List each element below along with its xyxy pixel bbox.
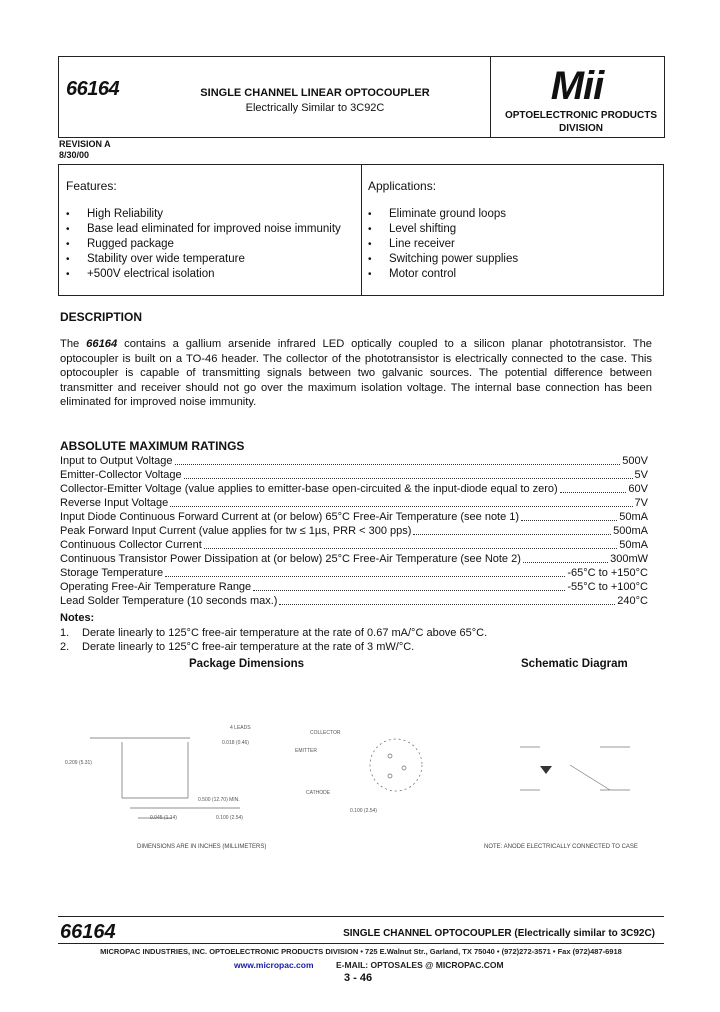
rating-label: Collector-Emitter Voltage (value applies to emitter-base open-circuited & the input-diode equal to zero) (60, 483, 558, 495)
note-text: Derate linearly to 125°C free-air temperature at the rate of 0.67 mA/°C above 65°C. (82, 627, 488, 639)
features-divider (361, 164, 362, 296)
dot-leader (253, 580, 565, 591)
header-divider (490, 56, 491, 138)
feature-item: • +500V electrical isolation (66, 267, 356, 282)
dim-label: CATHODE (306, 790, 331, 796)
note-number: 2. (60, 641, 70, 653)
ratings-heading: ABSOLUTE MAXIMUM RATINGS (60, 439, 245, 453)
dot-leader (184, 468, 633, 479)
package-dimensions-title: Package Dimensions (189, 658, 305, 670)
application-item: • Line receiver (368, 237, 658, 252)
revision-date: 8/30/00 (59, 150, 90, 160)
rating-label: Peak Forward Input Current (value applies for tw ≤ 1µs, PRR < 300 pps) (60, 525, 412, 537)
rating-label: Storage Temperature (60, 567, 164, 579)
dim-label: 0.209 (5.31) (65, 760, 92, 766)
rating-value: -55°C to +100°C (567, 581, 648, 593)
dim-label: 0.018 (0.46) (222, 740, 249, 746)
rating-label: Continuous Transistor Power Dissipation at (or below) 25°C Free-Air Temperature (see Note 2) (60, 553, 521, 565)
package-dimensions-caption: DIMENSIONS ARE IN INCHES (MILLIMETERS) (137, 844, 267, 850)
description-text (60, 337, 652, 410)
footer-rule-lower (58, 943, 664, 944)
rating-label: Operating Free-Air Temperature Range (60, 581, 252, 593)
description-heading: DESCRIPTION (60, 310, 143, 324)
division-name (492, 109, 670, 135)
dim-label: 0.100 (2.54) (350, 808, 377, 814)
notes-heading: Notes: (60, 612, 95, 624)
rating-row (60, 524, 648, 538)
lead-pin (388, 774, 392, 778)
dot-leader (170, 496, 632, 507)
dim-label: 0.500 (12.70) MIN. (198, 797, 240, 803)
rating-row (60, 482, 648, 496)
dim-label: EMITTER (295, 748, 317, 754)
features-list (66, 207, 356, 282)
schematic-diagram-title: Schematic Diagram (521, 658, 628, 670)
document-title: SINGLE CHANNEL LINEAR OPTOCOUPLER (200, 87, 430, 99)
email-address: E-MAIL: OPTOSALES @ MICROPAC.COM (336, 960, 504, 970)
led-diode-symbol (540, 766, 552, 774)
website-link[interactable]: www.micropac.com (234, 960, 314, 970)
features-heading: Features: (66, 179, 117, 193)
document-subtitle: Electrically Similar to 3C92C (245, 102, 385, 114)
lead-pin (402, 766, 406, 770)
feature-item: • High Reliability (66, 207, 356, 222)
dim-label: 0.045 (1.14) (150, 815, 177, 821)
schematic-drawing (500, 735, 650, 800)
rating-value: 60V (628, 483, 648, 495)
application-item: • Switching power supplies (368, 252, 658, 267)
division-line-1: OPTOELECTRONIC PRODUCTS (504, 110, 658, 121)
package-dimensions-drawing (60, 718, 440, 838)
rating-value: 240°C (617, 595, 648, 607)
dot-leader (521, 510, 617, 521)
rating-label: Emitter-Collector Voltage (60, 469, 182, 481)
revision-block (59, 139, 111, 161)
note-number: 1. (60, 627, 70, 639)
rating-value: 500V (622, 455, 648, 467)
rating-row (60, 468, 648, 482)
phototransistor-body (570, 765, 610, 790)
dim-label: 4 LEADS (230, 725, 251, 731)
application-item: • Motor control (368, 267, 658, 282)
applications-heading: Applications: (368, 179, 437, 193)
rating-value: 50mA (619, 511, 648, 523)
application-item: • Level shifting (368, 222, 658, 237)
footer-title: SINGLE CHANNEL OPTOCOUPLER (Electrically similar to 3C92C) (343, 928, 655, 939)
company-address: MICROPAC INDUSTRIES, INC. OPTOELECTRONIC PRODUCTS DIVISION • 725 E.Walnut Str., Garland, TX 75040 • (972)272-3571 • Fax (972)487-6918 (100, 947, 622, 956)
feature-item: • Stability over wide temperature (66, 252, 356, 267)
footer-rule (58, 916, 664, 917)
description-body: contains a gallium arsenide infrared LED optically coupled to a silicon planar phototransistor. The optocoupler is built on a TO-46 header. The collector of the phototransistor is electrically connected to the case. This optocoupler is capable of transmitting signals between two galvanic sources. The potential difference between transmitter and receiver should not go over the maximum isolation voltage. The internal base connection has been eliminated for improved noise immunity. (60, 338, 653, 408)
rating-label: Continuous Collector Current (60, 539, 202, 551)
rating-row (60, 580, 648, 594)
rating-value: 5V (634, 469, 648, 481)
dot-leader (523, 552, 608, 563)
rating-row (60, 496, 648, 510)
feature-item: • Rugged package (66, 237, 356, 252)
schematic-caption: NOTE: ANODE ELECTRICALLY CONNECTED TO CASE (484, 844, 638, 850)
rating-row (60, 552, 648, 566)
dim-label: 0.100 (2.54) (216, 815, 243, 821)
rating-row (60, 594, 648, 608)
rating-label: Input to Output Voltage (60, 455, 173, 467)
dot-leader (175, 454, 621, 465)
division-line-2: DIVISION (559, 123, 603, 134)
dot-leader (413, 524, 611, 535)
rating-label: Lead Solder Temperature (10 seconds max.) (60, 595, 278, 607)
rating-value: -65°C to +150°C (567, 567, 648, 579)
rating-value: 300mW (610, 553, 648, 565)
dim-label: COLLECTOR (310, 730, 341, 736)
note-item (60, 626, 487, 640)
page-number: 3 - 46 (344, 972, 373, 984)
part-number: 66164 (66, 78, 120, 100)
rating-row (60, 454, 648, 468)
lead-pin (388, 754, 392, 758)
revision-label: REVISION A (59, 139, 111, 149)
dot-leader (165, 566, 565, 577)
note-item (60, 640, 414, 654)
rating-value: 50mA (619, 539, 648, 551)
rating-value: 7V (634, 497, 648, 509)
mii-logo: Mii (550, 64, 604, 108)
feature-item: • Base lead eliminated for improved noise immunity (66, 222, 356, 237)
dot-leader (560, 482, 627, 493)
rating-row (60, 510, 648, 524)
rating-row (60, 566, 648, 580)
rating-label: Reverse Input Voltage (60, 497, 169, 509)
applications-list (368, 207, 658, 282)
description-lead: The (60, 338, 87, 350)
footer-part-number: 66164 (60, 921, 116, 943)
dot-leader (279, 594, 615, 605)
rating-value: 500mA (613, 525, 648, 537)
dot-leader (204, 538, 617, 549)
rating-row (60, 538, 648, 552)
to46-header-outline (370, 739, 422, 791)
rating-label: Input Diode Continuous Forward Current at (or below) 65°C Free-Air Temperature (see note 1) (60, 511, 520, 523)
application-item: • Eliminate ground loops (368, 207, 658, 222)
note-text: Derate linearly to 125°C free-air temperature at the rate of 3 mW/°C. (82, 641, 415, 653)
description-part-number: 66164 (86, 338, 118, 350)
